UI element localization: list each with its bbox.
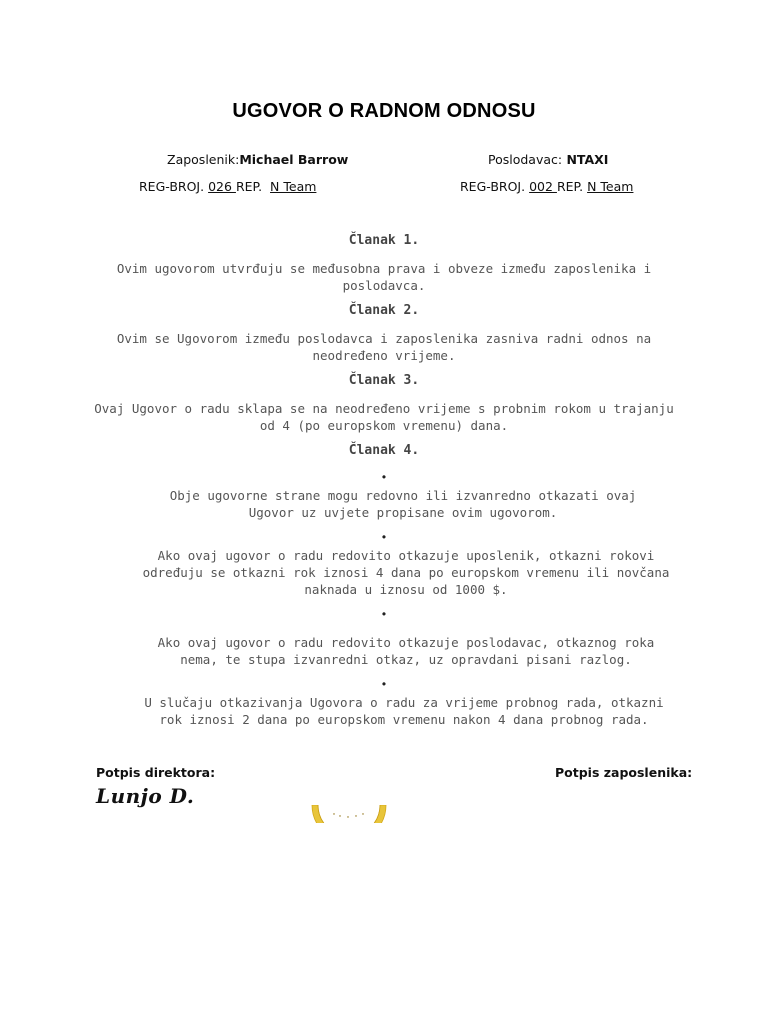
employer-name: NTAXI bbox=[562, 152, 609, 167]
document-title: UGOVOR O RADNOM ODNOSU bbox=[232, 100, 536, 122]
bullet-2-marker: • bbox=[381, 530, 387, 544]
employer-team: N Team bbox=[587, 179, 634, 194]
director-signature: Lunjo D. bbox=[96, 784, 195, 808]
employee-team: N Team bbox=[270, 179, 317, 194]
employer-label: Poslodavac: bbox=[488, 152, 563, 167]
employer-reg-line bbox=[460, 179, 633, 194]
employee-reg-line bbox=[139, 179, 316, 194]
article-3-heading: Članak 3. bbox=[348, 373, 420, 388]
employer-reg-number: 002 bbox=[529, 179, 557, 194]
article-4-bullet-2: Ako ovaj ugovor o radu redovito otkazuje uposlenik, otkazni rokovi određuju se otkazni rok iznosi 4 dana po europskom vremenu ili novčana naknada u iznosu od 1000 $. bbox=[142, 548, 670, 597]
employee-name: Michael Barrow bbox=[239, 152, 349, 167]
employee-rep-label: REP. bbox=[235, 179, 263, 194]
article-2-heading: Članak 2. bbox=[348, 303, 420, 318]
article-4-heading: Članak 4. bbox=[348, 443, 420, 458]
bullet-1-marker: • bbox=[381, 470, 387, 484]
employee-reg-prefix: REG-BROJ. bbox=[139, 179, 205, 194]
article-4-bullet-1: Obje ugovorne strane mogu redovno ili izvanredno otkazati ovaj Ugovor uz uvjete propisane ovim ugovorom. bbox=[169, 488, 637, 520]
director-signature-label: Potpis direktora: bbox=[96, 765, 216, 780]
employee-line bbox=[167, 152, 348, 167]
article-1-text: Ovim ugovorom utvrđuju se međusobna prava i obveze između zaposlenika i poslodavca. bbox=[116, 261, 652, 293]
seal-stamp-icon bbox=[310, 805, 388, 823]
employee-label: Zaposlenik: bbox=[167, 152, 240, 167]
employer-line bbox=[488, 152, 608, 167]
employer-rep-label: REP. bbox=[556, 179, 584, 194]
employee-reg-number: 026 bbox=[208, 179, 236, 194]
article-3-text: Ovaj Ugovor o radu sklapa se na neodređeno vrijeme s probnim rokom u trajanju od 4 (po europskom vremenu) dana. bbox=[94, 401, 674, 433]
employer-reg-prefix: REG-BROJ. bbox=[460, 179, 526, 194]
employee-signature-label: Potpis zaposlenika: bbox=[555, 765, 693, 780]
article-2-text: Ovim se Ugovorom između poslodavca i zaposlenika zasniva radni odnos na neodređeno vrijeme. bbox=[116, 331, 652, 363]
article-4-bullet-3: Ako ovaj ugovor o radu redovito otkazuje poslodavac, otkaznog roka nema, te stupa izvanredni otkaz, uz opravdani pisani razlog. bbox=[157, 635, 655, 667]
bullet-4-marker: • bbox=[381, 677, 387, 691]
article-4-bullet-4: U slučaju otkazivanja Ugovora o radu za vrijeme probnog rada, otkazni rok iznosi 2 dana po europskom vremenu nakon 4 dana probnog rada. bbox=[144, 695, 664, 727]
bullet-3-marker: • bbox=[381, 607, 387, 621]
article-1-heading: Članak 1. bbox=[348, 233, 420, 248]
